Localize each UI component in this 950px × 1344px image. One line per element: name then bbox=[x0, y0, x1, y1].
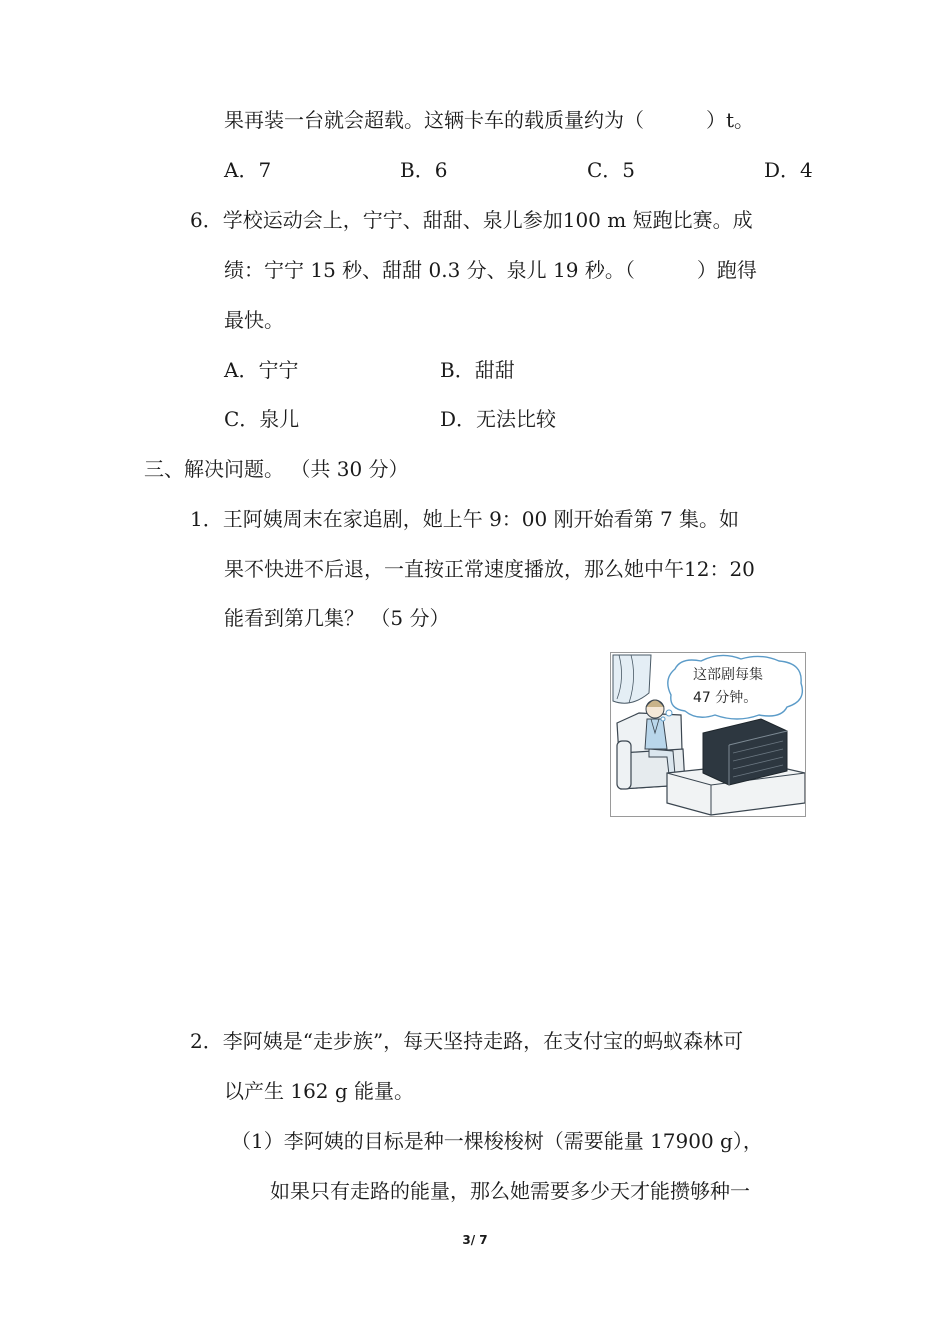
page-number: 3/ 7 bbox=[462, 1233, 488, 1247]
p1-line-1: 1．王阿姨周末在家追剧，她上午 9：00 刚开始看第 7 集。如 bbox=[190, 507, 740, 531]
section-heading: 三、解决问题。 （共 30 分） bbox=[144, 457, 409, 481]
p2-line-1: 2．李阿姨是“走步族”，每天坚持走路，在支付宝的蚂蚁森林可 bbox=[190, 1029, 744, 1053]
p1-line-2: 果不快进不后退，一直按正常速度播放，那么她中午12：20 bbox=[224, 557, 755, 581]
p1-line-3: 能看到第几集？ （5 分） bbox=[224, 606, 450, 630]
q5-line-1 bbox=[224, 106, 754, 134]
q6-line-1: 6．学校运动会上，宁宁、甜甜、泉儿参加100 m 短跑比赛。成 bbox=[190, 208, 753, 232]
q5-option-b: B．6 bbox=[400, 158, 448, 182]
q5-line-1-text: 果再装一台就会超载。这辆卡车的载质量约为（ bbox=[224, 108, 644, 132]
p2-line-2: 以产生 162 g 能量。 bbox=[224, 1079, 415, 1103]
speech-bubble-line-2: 47 分钟。 bbox=[693, 690, 758, 706]
q6-option-b: B．甜甜 bbox=[440, 358, 515, 382]
q6-line-2 bbox=[224, 256, 757, 284]
tv-illustration bbox=[610, 652, 806, 817]
q5-line-1-end: ）t。 bbox=[706, 108, 755, 132]
q5-option-d: D．4 bbox=[764, 158, 813, 182]
q6-line-3: 最快。 bbox=[224, 308, 284, 332]
q6-line-2-end: ）跑得 bbox=[696, 258, 757, 282]
q6-option-c: C．泉儿 bbox=[224, 407, 300, 431]
q6-option-d: D．无法比较 bbox=[440, 407, 557, 431]
q5-option-a: A．7 bbox=[224, 158, 272, 182]
q5-option-c: C．5 bbox=[587, 158, 636, 182]
p2-sub1-line-1: （1）李阿姨的目标是种一棵梭梭树（需要能量 17900 g）， bbox=[231, 1129, 763, 1153]
speech-bubble-line-1: 这部剧每集 bbox=[693, 667, 763, 683]
q6-line-2-text: 绩：宁宁 15 秒、甜甜 0.3 分、泉儿 19 秒。（ bbox=[224, 258, 635, 282]
p2-sub1-line-2: 如果只有走路的能量，那么她需要多少天才能攒够种一 bbox=[270, 1179, 750, 1203]
q6-option-a: A．宁宁 bbox=[224, 358, 299, 382]
